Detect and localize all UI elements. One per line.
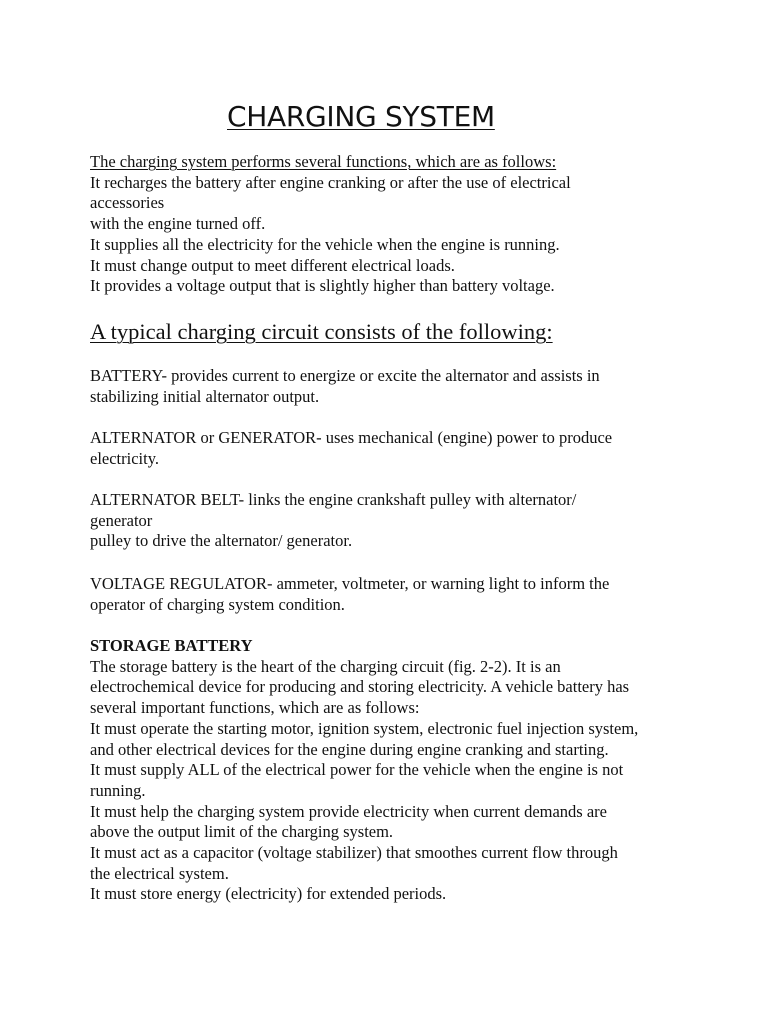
intro-line: with the engine turned off. — [90, 214, 266, 234]
component-alternator — [90, 428, 690, 469]
storage-battery-section — [90, 636, 690, 905]
component-line: ALTERNATOR or GENERATOR- uses mechanical (engine) power to produce — [90, 428, 613, 447]
storage-line: It must store energy (electricity) for extended periods. — [90, 884, 447, 904]
component-line: generator — [90, 510, 153, 530]
component-line: pulley to drive the alternator/ generator. — [90, 531, 353, 551]
storage-line: above the output limit of the charging system. — [90, 822, 394, 842]
intro-line: It provides a voltage output that is slightly higher than battery voltage. — [90, 276, 555, 296]
storage-line: The storage battery is the heart of the charging circuit (fig. 2-2). It is an — [90, 656, 561, 676]
storage-line: electrochemical device for producing and storing electricity. A vehicle battery has — [90, 677, 630, 697]
storage-line: running. — [90, 780, 146, 800]
component-alternator-belt — [90, 490, 690, 552]
storage-line: It must help the charging system provide electricity when current demands are — [90, 801, 607, 821]
component-battery — [90, 366, 690, 407]
intro-line: It supplies all the electricity for the vehicle when the engine is running. — [90, 234, 560, 254]
storage-line: It must operate the starting motor, ignition system, electronic fuel injection system, — [90, 718, 639, 738]
page-title: CHARGING SYSTEM — [227, 100, 495, 133]
component-line: ALTERNATOR BELT- links the engine crankshaft pulley with alternator/ — [90, 490, 577, 509]
storage-line: It must supply ALL of the electrical power for the vehicle when the engine is not — [90, 760, 624, 780]
intro-section — [90, 152, 690, 297]
component-line: BATTERY- provides current to energize or excite the alternator and assists in — [90, 366, 600, 385]
component-voltage-regulator — [90, 574, 690, 615]
component-line: stabilizing initial alternator output. — [90, 386, 320, 406]
component-line: electricity. — [90, 448, 160, 468]
intro-line: accessories — [90, 193, 165, 213]
intro-lead: The charging system performs several functions, which are as follows: — [90, 152, 557, 171]
component-line: VOLTAGE REGULATOR- ammeter, voltmeter, or warning light to inform the — [90, 574, 610, 593]
component-line: operator of charging system condition. — [90, 594, 345, 614]
storage-line: the electrical system. — [90, 863, 229, 883]
intro-line: It must change output to meet different electrical loads. — [90, 255, 455, 275]
storage-battery-heading: STORAGE BATTERY — [90, 636, 253, 655]
intro-line: It recharges the battery after engine cranking or after the use of electrical — [90, 172, 571, 192]
storage-line: It must act as a capacitor (voltage stabilizer) that smoothes current flow through — [90, 843, 618, 863]
circuit-heading: A typical charging circuit consists of the following: — [90, 319, 553, 344]
storage-line: and other electrical devices for the engine during engine cranking and starting. — [90, 739, 609, 759]
storage-line: several important functions, which are as follows: — [90, 698, 420, 718]
